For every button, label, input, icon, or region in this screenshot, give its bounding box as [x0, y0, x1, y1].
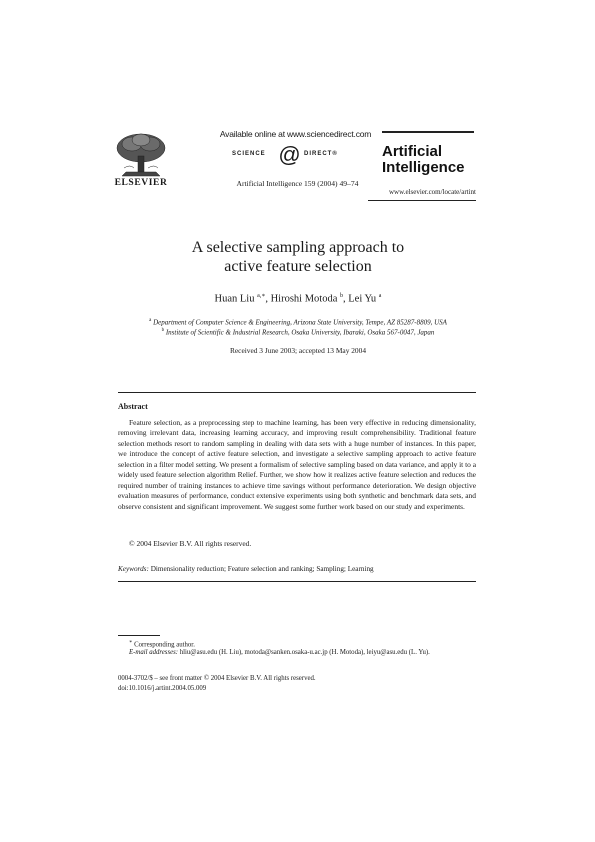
author-name: Lei Yu: [348, 293, 377, 305]
abstract-body: [118, 418, 476, 512]
corresponding-mark: ∗: [129, 640, 133, 645]
author-name: Huan Liu: [214, 293, 255, 305]
journal-name-line1: Artificial: [382, 143, 443, 160]
article-title: [118, 238, 478, 276]
author-affiliation-mark[interactable]: a,∗: [257, 293, 266, 299]
journal-citation: Artificial Intelligence 159 (2004) 49–74: [236, 179, 359, 188]
keywords-label: Keywords:: [118, 565, 149, 573]
journal-top-rule: [382, 131, 474, 133]
title-line2: active feature selection: [224, 258, 372, 275]
title-line1: A selective sampling approach to: [191, 239, 405, 256]
journal-name-line2: Intelligence: [382, 159, 465, 176]
author-affiliation-mark[interactable]: b: [340, 293, 344, 299]
sciencedirect-right: DIRECT®: [304, 151, 338, 157]
author-name: Hiroshi Motoda: [270, 293, 338, 305]
abstract-copyright: © 2004 Elsevier B.V. All rights reserved.: [129, 539, 252, 548]
keywords-line: [118, 565, 476, 573]
abstract-top-rule: [118, 392, 476, 393]
available-online-text: Available online at www.sciencedirect.com: [219, 129, 372, 139]
doi-link[interactable]: doi:10.1016/j.artint.2004.05.009: [118, 685, 207, 692]
abstract-bottom-rule: [118, 581, 476, 582]
sciencedirect-at-mark: @: [278, 142, 301, 167]
affiliation-mark: a: [149, 318, 152, 323]
abstract-paragraph: Feature selection, as a preprocessing step to machine learning, has been very effective in reducing dimensionality, removing irrelevant data, increasing learning accuracy, and improving result comprehensibility. Traditional feature selection methods resort to random sampling in dealing with data sets with a huge number of instances. In this paper, we introduce the concept of active feature selection, and investigate a selective sampling approach to active feature selection in a filter model setting. We present a formalism of selective sampling based on data variance, and apply it to a widely used feature selection algorithm Relief. Further, we show how it realizes active feature selection and reduces the required number of training instances to achieve time savings without performance deterioration. We design objective evaluation measures of performance, conduct extensive experiments using both synthetic and benchmark data sets, and observe consistent and significant improvement. We suggest some further work based on our study and experiments.: [118, 418, 477, 511]
journal-url-link[interactable]: www.elsevier.com/locate/artint: [388, 188, 476, 196]
keywords-text: Dimensionality reduction; Feature selection and ranking; Sampling; Learning: [150, 565, 374, 573]
corresponding-author-note: [129, 639, 195, 648]
email-addresses: [118, 648, 476, 657]
affiliation-text: Institute of Scientific & Industrial Research, Osaka University, Ibaraki, Osaka 567-0047, Japan: [165, 328, 435, 337]
journal-name: [382, 144, 482, 176]
author-affiliation-mark[interactable]: a: [378, 293, 382, 299]
footnote-rule: [118, 635, 160, 636]
issn-line: 0004-3702/$ – see front matter © 2004 Elsevier B.V. All rights reserved.: [118, 675, 316, 682]
affiliation-b: [118, 328, 478, 336]
received-dates: Received 3 June 2003; accepted 13 May 2004: [229, 346, 367, 355]
corresponding-text: Corresponding author.: [134, 641, 195, 649]
affiliation-a: [118, 318, 478, 326]
header-rule: [368, 200, 476, 201]
author-list: Huan Liu $^{a,∗}$, Hiroshi Motoda $^b$, Lei Yu $^a$: [214, 293, 382, 305]
sciencedirect-logo: [232, 144, 360, 166]
publisher-wordmark: ELSEVIER: [114, 178, 168, 188]
affiliation-mark: b: [161, 328, 165, 333]
email-label: E-mail addresses:: [129, 649, 179, 656]
email-list[interactable]: hliu@asu.edu (H. Liu), motoda@sanken.osaka-u.ac.jp (H. Motoda), leiyu@asu.edu (L. Yu).: [179, 649, 430, 656]
sciencedirect-left: SCIENCE: [232, 151, 266, 157]
abstract-heading: Abstract: [118, 402, 148, 411]
affiliation-text: Department of Computer Science & Engineering, Arizona State University, Tempe, AZ 85287-8809, USA: [153, 318, 447, 327]
